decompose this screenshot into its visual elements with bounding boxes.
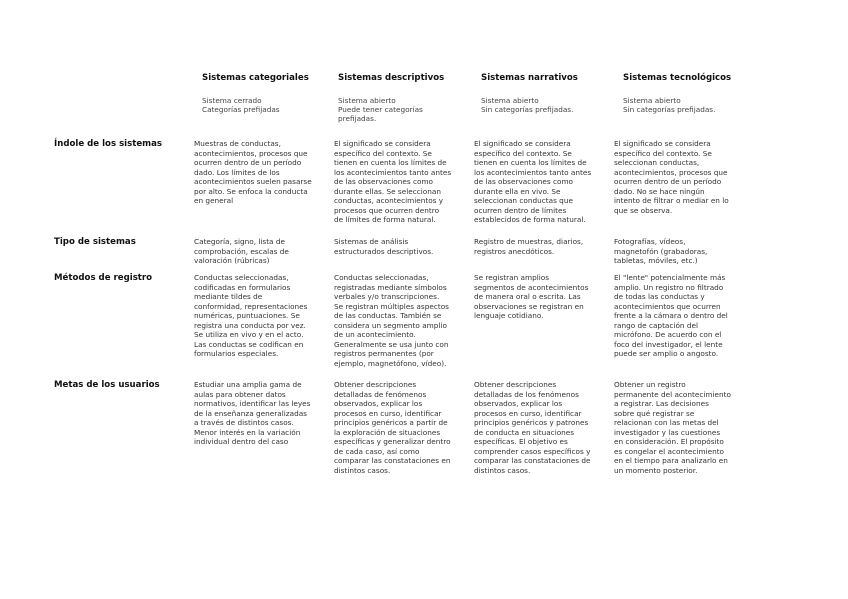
table-cell: El significado se considera específico del contexto. Se tienen en cuenta los límites de los acontecimientos tanto antes de las observaciones como durante ellas. Se seleccionan conductas, acontecimientos y procesos que ocurren dentro de límites de forma natural. <box>334 139 452 224</box>
row-label-metodos: Métodos de registro <box>54 273 153 283</box>
column-header-narrativos: Sistemas narrativos <box>481 73 578 83</box>
table-cell: Conductas seleccionadas, codificadas en formularios mediante tildes de conformidad, representaciones numéricas, puntuaciones. Se registra una conducta por vez. Se utiliza en vivo y en el acto. Las conductas se codifican en formularios especiales. <box>194 273 308 358</box>
row-label-tipo: Tipo de sistemas <box>54 237 136 247</box>
column-subheader-categoriales: Sistema cerrado Categorías prefijadas <box>202 96 280 115</box>
table-cell: Obtener un registro permanente del acontecimiento a registrar. Las decisiones sobre qué registrar se relacionan con las metas del investigador y las cuestiones en consideración. El propósito es congelar el acontecimiento en el tiempo para analizarlo en un momento posterior. <box>614 380 731 475</box>
table-cell: Estudiar una amplia gama de aulas para obtener datos normativos, identificar las leyes de la enseñanza generalizadas a través de distintos casos. Menor interés en la variación individual dentro del caso <box>194 380 311 446</box>
table-cell: Obtener descripciones detalladas de los fenómenos observados, explicar los procesos en curso, identificar principios genéricos y patrones de conducta en situaciones específicas. El objetivo es comprender casos específicos y comparar las constataciones de distintos casos. <box>474 380 591 475</box>
table-cell: Conductas seleccionadas, registradas mediante símbolos verbales y/o transcripciones. Se registran múltiples aspectos de las conductas. También se considera un segmento amplio de un acontecimiento. Generalmente se usa junto con registros permanentes (por ejemplo, magnetófono, vídeo). <box>334 273 449 368</box>
row-label-indole: Índole de los sistemas <box>54 139 163 149</box>
table-cell: Muestras de conductas, acontecimientos, procesos que ocurren dentro de un período dado. Los límites de los acontecimientos suelen pasarse por alto. Se enfoca la conducta en general <box>194 139 312 205</box>
row-label-metas: Metas de los usuarios <box>54 380 160 390</box>
table-cell: Fotografías, vídeos, magnetofón (grabadoras, tabletas, móviles, etc.) <box>614 237 708 265</box>
column-subheader-tecnologicos: Sistema abierto Sin categorías prefijadas. <box>623 96 716 115</box>
column-header-tecnologicos: Sistemas tecnológicos <box>623 73 732 83</box>
table-cell: El significado se considera específico del contexto. Se seleccionan conductas, acontecimientos, procesos que ocurren dentro de un período dado. No se hace ningún intento de filtrar o mediar en lo que se observa. <box>614 139 729 215</box>
column-subheader-narrativos: Sistema abierto Sin categorías prefijadas. <box>481 96 574 115</box>
column-header-descriptivos: Sistemas descriptivos <box>338 73 445 83</box>
table-cell: Registro de muestras, diarios, registros anecdóticos. <box>474 237 584 256</box>
table-cell: El "lente" potencialmente más amplio. Un registro no filtrado de todas las conductas y acontecimientos que ocurren frente a la cámara o dentro del rango de captación del micrófono. De acuerdo con el foco del investigador, el lente puede ser amplio o angosto. <box>614 273 728 358</box>
table-cell: Obtener descripciones detalladas de fenómenos observados, explicar los procesos en curso, identificar principios genéricos a partir de la exploración de situaciones específicas y generalizar dentro de cada caso, así como comparar las constataciones en distintos casos. <box>334 380 451 475</box>
column-header-categoriales: Sistemas categoriales <box>202 73 309 83</box>
table-cell: Categoría, signo, lista de comprobación, escalas de valoración (rúbricas) <box>194 237 289 265</box>
table-cell: Se registran amplios segmentos de acontecimientos de manera oral o escrita. Las observaciones se registran en lenguaje cotidiano. <box>474 273 589 320</box>
column-subheader-descriptivos: Sistema abierto Puede tener categorías prefijadas. <box>338 96 423 124</box>
table-cell: Sistemas de análisis estructurados descriptivos. <box>334 237 434 256</box>
table-cell: El significado se considera específico del contexto. Se tienen en cuenta los límites de los acontecimientos tanto antes de las observaciones como durante ella en vivo. Se seleccionan conductas que ocurren dentro de límites establecidos de forma natural. <box>474 139 592 224</box>
